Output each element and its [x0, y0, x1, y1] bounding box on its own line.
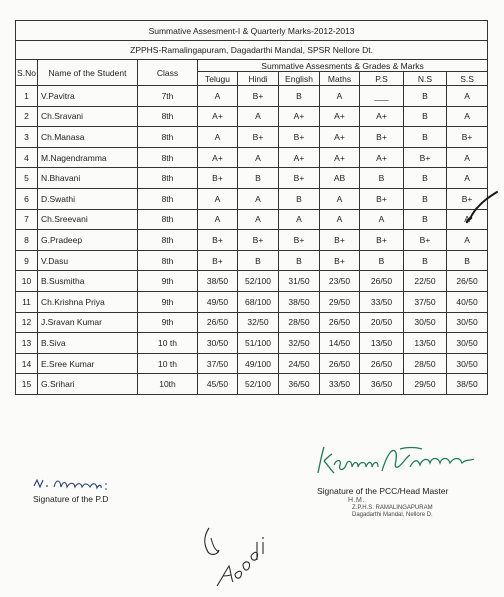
- row-class: 9th: [138, 271, 198, 292]
- row-mark-cell: 33/50: [360, 291, 404, 312]
- row-sno: 9: [16, 250, 38, 271]
- row-mark-cell: A: [447, 106, 488, 127]
- row-mark-cell: B+: [198, 250, 238, 271]
- row-mark-cell: 30/50: [447, 312, 488, 333]
- row-mark-cell: B+: [404, 147, 447, 168]
- row-mark-cell: 26/50: [198, 312, 238, 333]
- row-class: 8th: [138, 188, 198, 209]
- row-mark-cell: A: [447, 209, 488, 230]
- pd-signature-label: Signature of the P.D: [33, 494, 109, 504]
- row-sno: 10: [16, 271, 38, 292]
- table-row: [16, 106, 488, 127]
- row-mark-cell: B+: [198, 230, 238, 251]
- row-student-name: B.Siva: [38, 333, 138, 354]
- table-row: [16, 147, 488, 168]
- row-mark-cell: ___: [360, 86, 404, 107]
- row-mark-cell: B: [447, 250, 488, 271]
- row-mark-cell: 38/50: [447, 374, 488, 395]
- row-mark-cell: A: [320, 209, 360, 230]
- row-mark-cell: B: [404, 188, 447, 209]
- row-sno: 7: [16, 209, 38, 230]
- row-mark-cell: 38/50: [198, 271, 238, 292]
- title-row: [16, 21, 488, 41]
- row-mark-cell: B: [279, 250, 320, 271]
- row-mark-cell: A: [238, 209, 279, 230]
- stamp-text-3: Dagadarthi Mandal, Nellore D.: [352, 512, 433, 518]
- row-mark-cell: 14/50: [320, 333, 360, 354]
- row-mark-cell: 26/50: [360, 271, 404, 292]
- row-mark-cell: B+: [279, 230, 320, 251]
- row-student-name: V.Dasu: [38, 250, 138, 271]
- row-mark-cell: 40/50: [447, 291, 488, 312]
- row-mark-cell: 13/50: [404, 333, 447, 354]
- row-mark-cell: 29/50: [320, 291, 360, 312]
- row-mark-cell: 26/50: [360, 353, 404, 374]
- table-row: [16, 168, 488, 189]
- table-row: [16, 86, 488, 107]
- row-mark-cell: B+: [447, 127, 488, 148]
- row-mark-cell: 29/50: [404, 374, 447, 395]
- row-mark-cell: B: [279, 188, 320, 209]
- row-mark-cell: B+: [238, 127, 279, 148]
- row-mark-cell: A+: [320, 147, 360, 168]
- row-class: 9th: [138, 291, 198, 312]
- row-mark-cell: A+: [279, 106, 320, 127]
- table-row: [16, 291, 488, 312]
- row-mark-cell: 13/50: [360, 333, 404, 354]
- row-mark-cell: B: [238, 250, 279, 271]
- row-mark-cell: 33/50: [320, 374, 360, 395]
- row-class: 8th: [138, 168, 198, 189]
- table-row: [16, 188, 488, 209]
- row-mark-cell: A: [447, 168, 488, 189]
- subject-ss: S.S: [447, 72, 488, 86]
- subject-ps: P.S: [360, 72, 404, 86]
- row-mark-cell: 36/50: [279, 374, 320, 395]
- row-mark-cell: 28/50: [404, 353, 447, 374]
- row-student-name: B.Susmitha: [38, 271, 138, 292]
- row-mark-cell: A: [198, 188, 238, 209]
- row-mark-cell: 26/50: [447, 271, 488, 292]
- header-assessments: Summative Assesments & Grades & Marks: [198, 60, 488, 72]
- table-row: [16, 230, 488, 251]
- row-mark-cell: 23/50: [320, 271, 360, 292]
- row-student-name: E.Sree Kumar: [38, 353, 138, 374]
- row-mark-cell: B+: [360, 188, 404, 209]
- row-mark-cell: B+: [279, 127, 320, 148]
- school-name: ZPPHS-Ramalingapuram, Dagadarthi Mandal, SPSR Nellore Dt.: [16, 41, 488, 60]
- row-mark-cell: A+: [198, 106, 238, 127]
- row-mark-cell: B+: [238, 86, 279, 107]
- row-student-name: N.Bhavani: [38, 168, 138, 189]
- school-row: [16, 41, 488, 60]
- row-mark-cell: B: [404, 106, 447, 127]
- row-mark-cell: 30/50: [447, 353, 488, 374]
- table-row: [16, 250, 488, 271]
- row-mark-cell: B+: [198, 168, 238, 189]
- row-sno: 14: [16, 353, 38, 374]
- row-class: 7th: [138, 86, 198, 107]
- row-mark-cell: B+: [320, 230, 360, 251]
- row-sno: 3: [16, 127, 38, 148]
- row-mark-cell: 28/50: [279, 312, 320, 333]
- row-mark-cell: 26/50: [320, 353, 360, 374]
- row-mark-cell: B: [279, 86, 320, 107]
- hm-signature-label: Signature of the PCC/Head Master: [317, 486, 449, 496]
- row-sno: 11: [16, 291, 38, 312]
- row-mark-cell: A: [447, 147, 488, 168]
- header-sno: S.No: [16, 60, 38, 86]
- header-name: Name of the Student: [38, 60, 138, 86]
- row-mark-cell: 49/100: [238, 353, 279, 374]
- row-mark-cell: B+: [360, 127, 404, 148]
- subject-english: English: [279, 72, 320, 86]
- row-mark-cell: 32/50: [238, 312, 279, 333]
- row-student-name: J.Sravan Kumar: [38, 312, 138, 333]
- row-mark-cell: 24/50: [279, 353, 320, 374]
- row-student-name: Ch.Manasa: [38, 127, 138, 148]
- row-student-name: G.Pradeep: [38, 230, 138, 251]
- table-row: [16, 209, 488, 230]
- row-class: 8th: [138, 230, 198, 251]
- row-student-name: Ch.Sravani: [38, 106, 138, 127]
- table-row: [16, 374, 488, 395]
- row-mark-cell: A: [360, 209, 404, 230]
- row-student-name: Ch.Krishna Priya: [38, 291, 138, 312]
- subject-maths: Maths: [320, 72, 360, 86]
- row-mark-cell: A: [198, 86, 238, 107]
- subject-hindi: Hindi: [238, 72, 279, 86]
- margin-tick-mark: [465, 188, 499, 224]
- row-mark-cell: 30/50: [447, 333, 488, 354]
- row-mark-cell: A: [320, 86, 360, 107]
- row-sno: 1: [16, 86, 38, 107]
- row-mark-cell: A+: [198, 147, 238, 168]
- row-mark-cell: 52/100: [238, 271, 279, 292]
- row-mark-cell: B+: [360, 230, 404, 251]
- row-mark-cell: B: [360, 250, 404, 271]
- stamp-text-1: H.M.: [348, 497, 365, 504]
- row-mark-cell: A+: [320, 127, 360, 148]
- row-class: 8th: [138, 127, 198, 148]
- stamp-text-2: Z.P.H.S. RAMALINGAPURAM: [352, 505, 433, 511]
- header-row: [16, 60, 488, 72]
- row-class: 9th: [138, 312, 198, 333]
- row-class: 8th: [138, 250, 198, 271]
- row-mark-cell: 30/50: [198, 333, 238, 354]
- row-student-name: Ch.Sreevani: [38, 209, 138, 230]
- row-mark-cell: B: [404, 86, 447, 107]
- row-class: 8th: [138, 209, 198, 230]
- row-mark-cell: 68/100: [238, 291, 279, 312]
- row-mark-cell: 36/50: [360, 374, 404, 395]
- row-sno: 8: [16, 230, 38, 251]
- row-mark-cell: B: [238, 168, 279, 189]
- row-mark-cell: B+: [447, 188, 488, 209]
- row-mark-cell: A: [447, 86, 488, 107]
- student-rows: [16, 86, 488, 395]
- document-title: Summative Assesment-I & Quarterly Marks-2012-2013: [16, 21, 488, 41]
- row-mark-cell: A+: [320, 106, 360, 127]
- row-student-name: G.Srihari: [38, 374, 138, 395]
- row-mark-cell: B: [404, 127, 447, 148]
- row-class: 8th: [138, 147, 198, 168]
- table-row: [16, 312, 488, 333]
- row-mark-cell: B+: [320, 250, 360, 271]
- row-mark-cell: 30/50: [404, 312, 447, 333]
- row-mark-cell: A: [447, 230, 488, 251]
- marks-table: [15, 20, 488, 395]
- row-sno: 5: [16, 168, 38, 189]
- row-sno: 2: [16, 106, 38, 127]
- row-mark-cell: AB: [320, 168, 360, 189]
- row-mark-cell: 49/50: [198, 291, 238, 312]
- row-sno: 4: [16, 147, 38, 168]
- row-mark-cell: 31/50: [279, 271, 320, 292]
- row-mark-cell: 51/100: [238, 333, 279, 354]
- row-mark-cell: A: [238, 147, 279, 168]
- row-mark-cell: A: [238, 188, 279, 209]
- row-mark-cell: A: [279, 209, 320, 230]
- row-mark-cell: B: [404, 209, 447, 230]
- row-mark-cell: A: [198, 127, 238, 148]
- row-sno: 13: [16, 333, 38, 354]
- row-mark-cell: A: [198, 209, 238, 230]
- row-mark-cell: A+: [279, 147, 320, 168]
- row-mark-cell: 38/50: [279, 291, 320, 312]
- header-class: Class: [138, 60, 198, 86]
- row-mark-cell: B+: [404, 230, 447, 251]
- row-mark-cell: A+: [360, 106, 404, 127]
- subject-ns: N.S: [404, 72, 447, 86]
- row-class: 8th: [138, 106, 198, 127]
- row-mark-cell: 26/50: [320, 312, 360, 333]
- row-class: 10 th: [138, 353, 198, 374]
- row-mark-cell: B: [404, 168, 447, 189]
- row-mark-cell: 22/50: [404, 271, 447, 292]
- table-row: [16, 127, 488, 148]
- table-row: [16, 333, 488, 354]
- row-sno: 15: [16, 374, 38, 395]
- row-mark-cell: 32/50: [279, 333, 320, 354]
- row-mark-cell: 52/100: [238, 374, 279, 395]
- row-mark-cell: B: [404, 250, 447, 271]
- row-class: 10 th: [138, 333, 198, 354]
- row-sno: 12: [16, 312, 38, 333]
- row-mark-cell: 37/50: [404, 291, 447, 312]
- row-student-name: M.Nagendramma: [38, 147, 138, 168]
- row-mark-cell: B: [360, 168, 404, 189]
- pencil-scribble: [195, 520, 275, 595]
- row-mark-cell: B+: [279, 168, 320, 189]
- row-student-name: V.Pavitra: [38, 86, 138, 107]
- row-mark-cell: 20/50: [360, 312, 404, 333]
- row-mark-cell: 37/50: [198, 353, 238, 374]
- row-sno: 6: [16, 188, 38, 209]
- row-mark-cell: 45/50: [198, 374, 238, 395]
- row-class: 10th: [138, 374, 198, 395]
- row-mark-cell: A: [238, 106, 279, 127]
- row-mark-cell: A: [320, 188, 360, 209]
- row-student-name: D.Swathi: [38, 188, 138, 209]
- subject-telugu: Telugu: [198, 72, 238, 86]
- row-mark-cell: A+: [360, 147, 404, 168]
- row-mark-cell: B+: [238, 230, 279, 251]
- marks-sheet: [15, 20, 487, 395]
- table-row: [16, 353, 488, 374]
- table-row: [16, 271, 488, 292]
